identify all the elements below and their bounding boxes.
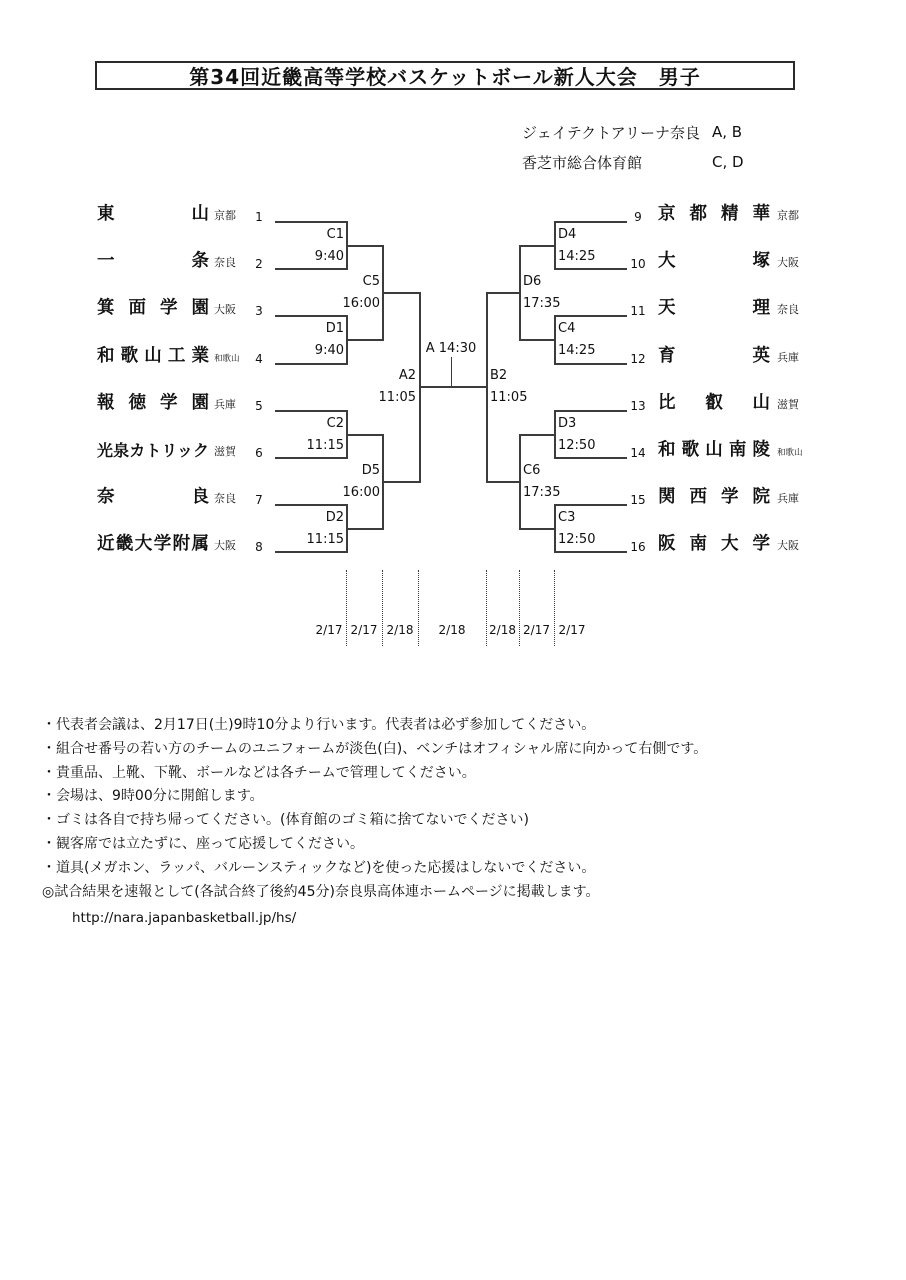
team-row (95, 487, 277, 509)
bracket-line (486, 481, 521, 483)
team-row (95, 534, 277, 556)
bracket-line (275, 363, 348, 365)
team-seed: 7 (255, 493, 263, 507)
bracket-line (519, 528, 556, 530)
team-row (626, 393, 808, 415)
team-prefecture: 滋賀 (777, 398, 799, 411)
bracket-line (519, 245, 556, 247)
team-name: 一条 (97, 251, 209, 271)
match-time: 12:50 (558, 531, 596, 547)
team-prefecture: 大阪 (777, 539, 799, 552)
team-name: 育英 (658, 346, 770, 366)
bracket-line (275, 410, 348, 412)
round-date: 2/18 (386, 623, 414, 637)
team-name: 阪南大学 (658, 534, 770, 554)
team-row (626, 298, 808, 320)
note-item: ・観客席では立たずに、座って応援してください。 (42, 835, 364, 852)
bracket-line (275, 504, 348, 506)
team-name: 箕面学園 (97, 298, 209, 318)
team-row (626, 204, 808, 226)
team-row (95, 440, 277, 462)
tournament-title: 第34回近畿高等学校バスケットボール新人大会 男子 (189, 65, 701, 89)
team-name: 光泉カトリック (97, 441, 209, 460)
bracket-line (275, 268, 348, 270)
round-date: 2/17 (558, 623, 586, 637)
match-code: D4 (558, 226, 577, 242)
match-time: 9:40 (314, 248, 344, 264)
team-name: 和歌山南陵 (658, 440, 770, 460)
bracket-line (382, 292, 421, 294)
team-row (626, 346, 808, 368)
team-name: 大塚 (658, 251, 770, 271)
team-prefecture: 兵庫 (214, 398, 236, 411)
match-code: A2 (398, 368, 416, 383)
team-seed: 10 (630, 257, 646, 271)
bracket-line (346, 245, 384, 247)
bracket-line (554, 268, 627, 270)
bracket-line (275, 315, 348, 317)
bracket-line (275, 221, 348, 223)
team-prefecture: 兵庫 (777, 351, 799, 364)
note-item: ・組合せ番号の若い方のチームのユニフォームが淡色(白)、ベンチはオフィシャル席に向かって右側です。 (42, 740, 708, 757)
team-seed: 11 (630, 304, 646, 318)
team-seed: 9 (634, 210, 642, 224)
match-code: C5 (362, 273, 380, 289)
bracket-line (346, 434, 384, 436)
bracket-line (554, 221, 627, 223)
team-seed: 4 (255, 352, 263, 366)
match-code: D1 (325, 321, 344, 336)
team-seed: 2 (255, 257, 263, 271)
team-name: 近畿大学附属 (97, 534, 209, 554)
venue-name: 香芝市総合体育館 (522, 153, 643, 172)
match-time: 17:35 (523, 484, 561, 500)
team-seed: 12 (630, 352, 646, 366)
team-seed: 14 (630, 446, 646, 460)
bracket-line (486, 292, 521, 294)
team-row (626, 440, 808, 462)
bracket-line (554, 410, 627, 412)
venue-courts: C, D (712, 153, 744, 171)
match-code: C3 (558, 509, 576, 525)
match-code: C4 (558, 321, 576, 336)
homepage-url: http://nara.japanbasketball.jp/hs/ (72, 910, 297, 926)
team-prefecture: 兵庫 (777, 492, 799, 505)
match-time: 16:00 (342, 484, 380, 500)
team-row (95, 204, 277, 226)
team-prefecture: 和歌山 (214, 354, 240, 364)
bracket-line (554, 504, 627, 506)
team-seed: 13 (630, 399, 646, 413)
bracket-line (346, 339, 384, 341)
bracket-line (554, 457, 627, 459)
team-seed: 16 (630, 540, 646, 554)
round-date: 2/18 (489, 623, 516, 637)
match-time: 17:35 (523, 295, 561, 311)
note-item: ・会場は、9時00分に開館します。 (42, 788, 264, 805)
match-time: 12:50 (558, 437, 596, 453)
team-prefecture: 奈良 (214, 256, 236, 269)
note-item: ◎試合結果を速報として(各試合終了後約45分)奈良県高体連ホームページに掲載します。 (42, 883, 600, 900)
team-row (95, 346, 277, 368)
match-code: D2 (325, 509, 344, 525)
bracket-line (382, 481, 421, 483)
match-code: C1 (326, 226, 344, 242)
team-row (626, 251, 808, 273)
team-name: 比叡山 (658, 393, 770, 413)
final-match-label: A 14:30 (425, 341, 477, 356)
final-tick (451, 357, 452, 386)
team-prefecture: 大阪 (214, 539, 236, 552)
match-code: B2 (490, 368, 508, 383)
team-row (626, 534, 808, 556)
match-time: 11:15 (306, 437, 344, 453)
team-seed: 3 (255, 304, 263, 318)
match-time: 11:05 (378, 390, 416, 405)
team-name: 奈良 (97, 487, 209, 507)
bracket-line (419, 386, 488, 388)
team-row (95, 393, 277, 415)
bracket-line (554, 363, 627, 365)
team-name: 天理 (658, 298, 770, 318)
match-time: 16:00 (342, 295, 380, 311)
team-seed: 5 (255, 399, 263, 413)
note-item: ・道具(メガホン、ラッパ、バルーンスティックなど)を使った応援はしないでください。 (42, 859, 596, 876)
venue-courts: A, B (712, 123, 743, 141)
team-name: 東山 (97, 204, 209, 224)
team-name: 関西学院 (658, 487, 770, 507)
team-row (95, 298, 277, 320)
bracket-line (554, 551, 627, 553)
bracket-line (554, 315, 627, 317)
round-date: 2/17 (315, 623, 343, 637)
bracket-line (275, 551, 348, 553)
match-time: 14:25 (558, 343, 596, 358)
team-prefecture: 京都 (777, 209, 799, 222)
team-row (95, 251, 277, 273)
team-name: 京都精華 (658, 204, 770, 224)
round-date: 2/17 (350, 623, 378, 637)
match-time: 9:40 (314, 343, 344, 358)
team-prefecture: 滋賀 (214, 445, 236, 458)
bracket-line (519, 434, 556, 436)
match-code: C2 (326, 415, 344, 431)
team-prefecture: 大阪 (777, 256, 799, 269)
match-code: C6 (523, 462, 541, 478)
bracket-line (346, 528, 384, 530)
team-seed: 8 (255, 540, 263, 554)
note-item: ・代表者会議は、2月17日(土)9時10分より行います。代表者は必ず参加してください。 (42, 717, 596, 733)
team-name: 和歌山工業 (97, 346, 209, 366)
team-name: 報徳学園 (97, 393, 209, 413)
match-code: D3 (558, 415, 577, 431)
round-date: 2/17 (523, 623, 550, 637)
round-date: 2/18 (438, 623, 466, 637)
note-item: ・ゴミは各自で持ち帰ってください。(体育館のゴミ箱に捨てないでください) (42, 812, 529, 829)
match-time: 14:25 (558, 248, 596, 264)
team-prefecture: 奈良 (777, 303, 799, 316)
match-code: D5 (361, 462, 380, 478)
bracket-line (519, 339, 556, 341)
team-prefecture: 大阪 (214, 303, 236, 316)
venue-name: ジェイテクトアリーナ奈良 (522, 123, 701, 142)
note-item: ・貴重品、上靴、下靴、ボールなどは各チームで管理してください。 (42, 764, 476, 781)
team-prefecture: 和歌山 (777, 448, 803, 458)
match-code: D6 (523, 273, 542, 289)
team-row (626, 487, 808, 509)
team-prefecture: 京都 (214, 209, 236, 222)
notes-list (42, 714, 882, 904)
team-seed: 15 (630, 493, 646, 507)
match-time: 11:05 (490, 390, 528, 405)
team-seed: 6 (255, 446, 263, 460)
match-time: 11:15 (306, 531, 344, 547)
team-seed: 1 (255, 210, 263, 224)
bracket-line (275, 457, 348, 459)
team-prefecture: 奈良 (214, 492, 236, 505)
